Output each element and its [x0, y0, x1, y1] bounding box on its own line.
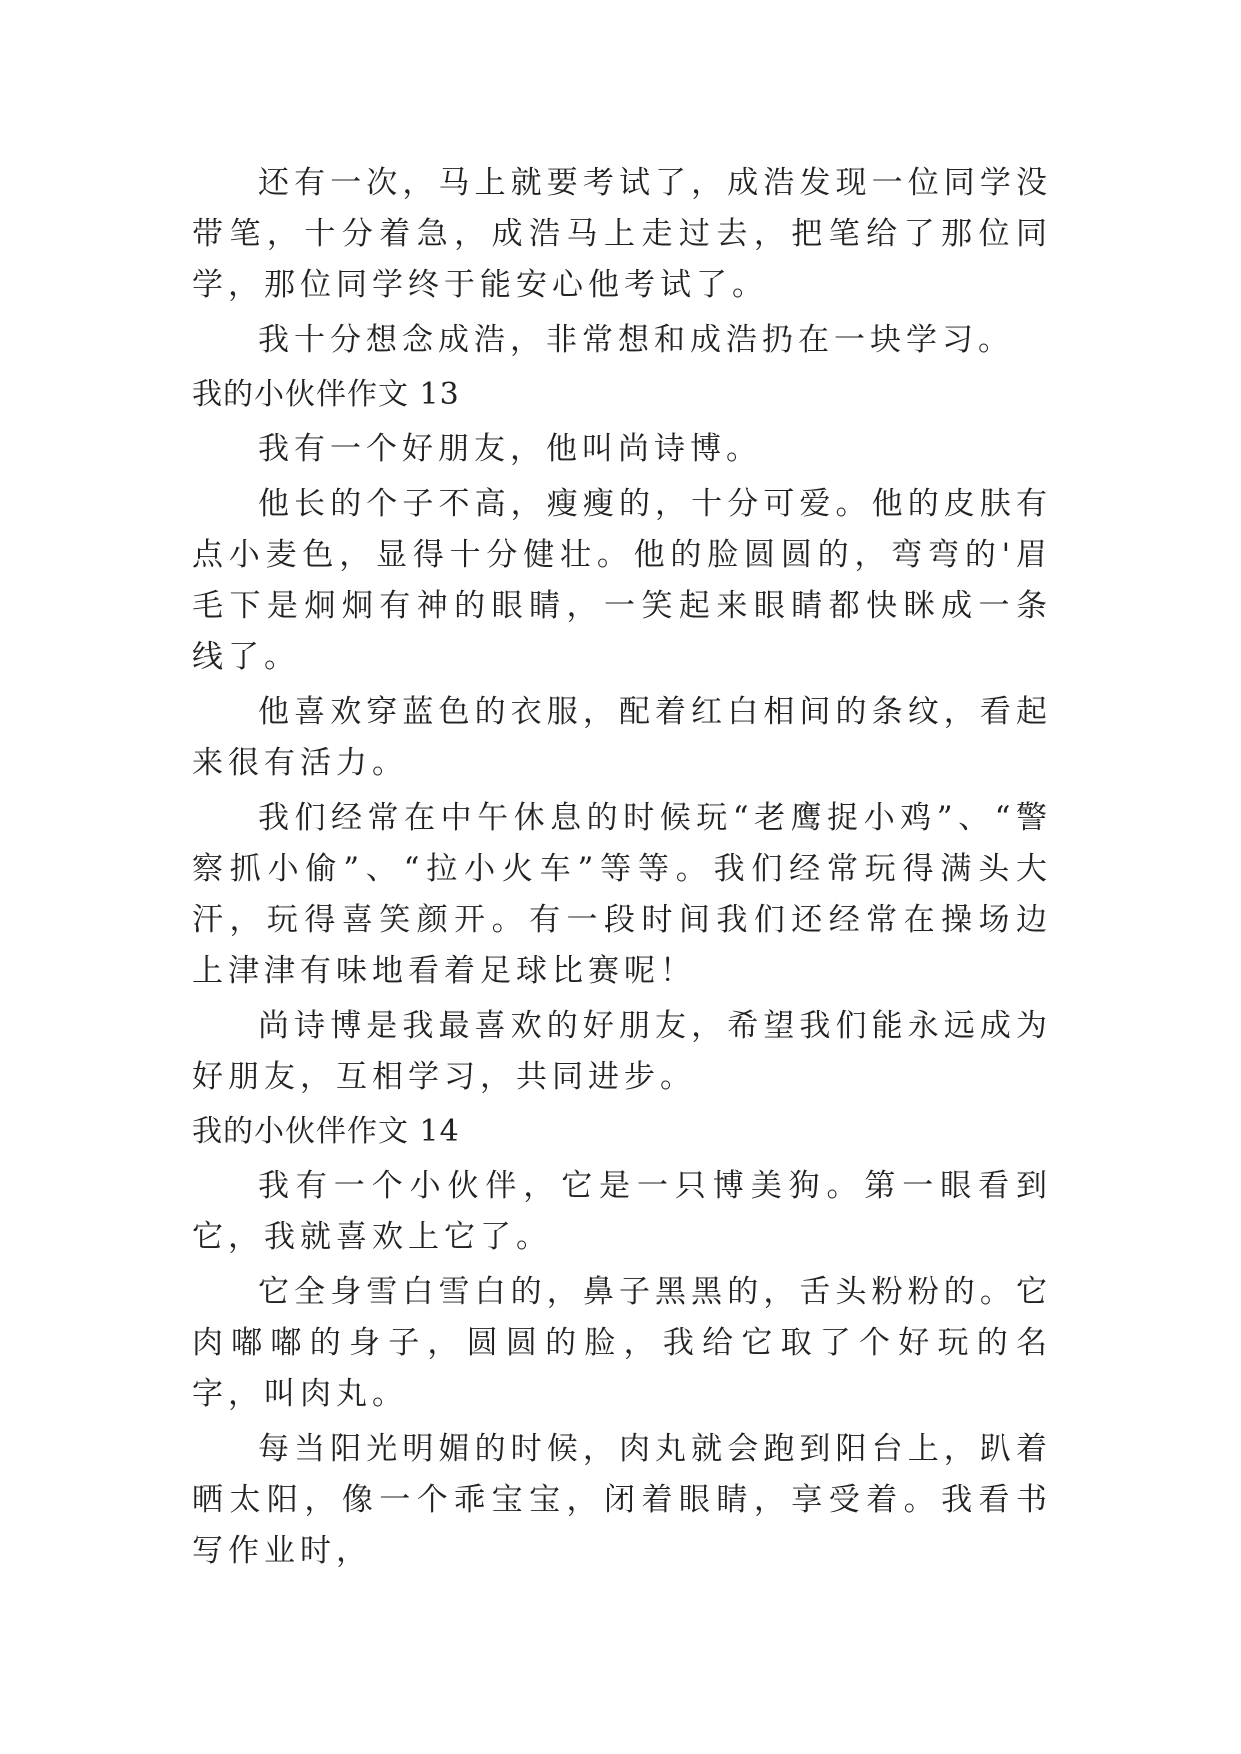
paragraph: 还有一次，马上就要考试了，成浩发现一位同学没带笔，十分着急，成浩马上走过去，把笔给了那位同学，那位同学终于能安心他考试了。 — [192, 165, 1052, 303]
paragraph: 它全身雪白雪白的，鼻子黑黑的，舌头粉粉的。它肉嘟嘟的身子，圆圆的脸，我给它取了个好玩的名字，叫肉丸。 — [192, 1274, 1052, 1412]
paragraph: 他喜欢穿蓝色的衣服，配着红白相间的条纹，看起来很有活力。 — [192, 694, 1052, 781]
paragraph: 我十分想念成浩，非常想和成浩扔在一块学习。 — [258, 322, 1014, 358]
paragraph: 我有一个小伙伴，它是一只博美狗。第一眼看到它，我就喜欢上它了。 — [192, 1168, 1052, 1255]
essay-heading: 我的小伙伴作文 13 — [192, 377, 460, 412]
paragraph: 每当阳光明媚的时候，肉丸就会跑到阳台上，趴着晒太阳，像一个乖宝宝，闭着眼睛，享受着。我看书写作业时， — [192, 1431, 1052, 1569]
paragraph: 尚诗博是我最喜欢的好朋友，希望我们能永远成为好朋友，互相学习，共同进步。 — [192, 1008, 1052, 1095]
document-body — [192, 158, 1052, 1581]
paragraph: 我们经常在中午休息的时候玩“老鹰捉小鸡”、“警察抓小偷”、“拉小火车”等等。我们经常玩得满头大汗，玩得喜笑颜开。有一段时间我们还经常在操场边上津津有味地看着足球比赛呢！ — [192, 800, 1052, 989]
paragraph: 我有一个好朋友，他叫尚诗博。 — [258, 431, 762, 467]
essay-heading: 我的小伙伴作文 14 — [192, 1114, 460, 1149]
paragraph: 他长的个子不高，瘦瘦的，十分可爱。他的皮肤有点小麦色，显得十分健壮。他的脸圆圆的，弯弯的'眉毛下是炯炯有神的眼睛，一笑起来眼睛都快眯成一条线了。 — [192, 486, 1052, 675]
